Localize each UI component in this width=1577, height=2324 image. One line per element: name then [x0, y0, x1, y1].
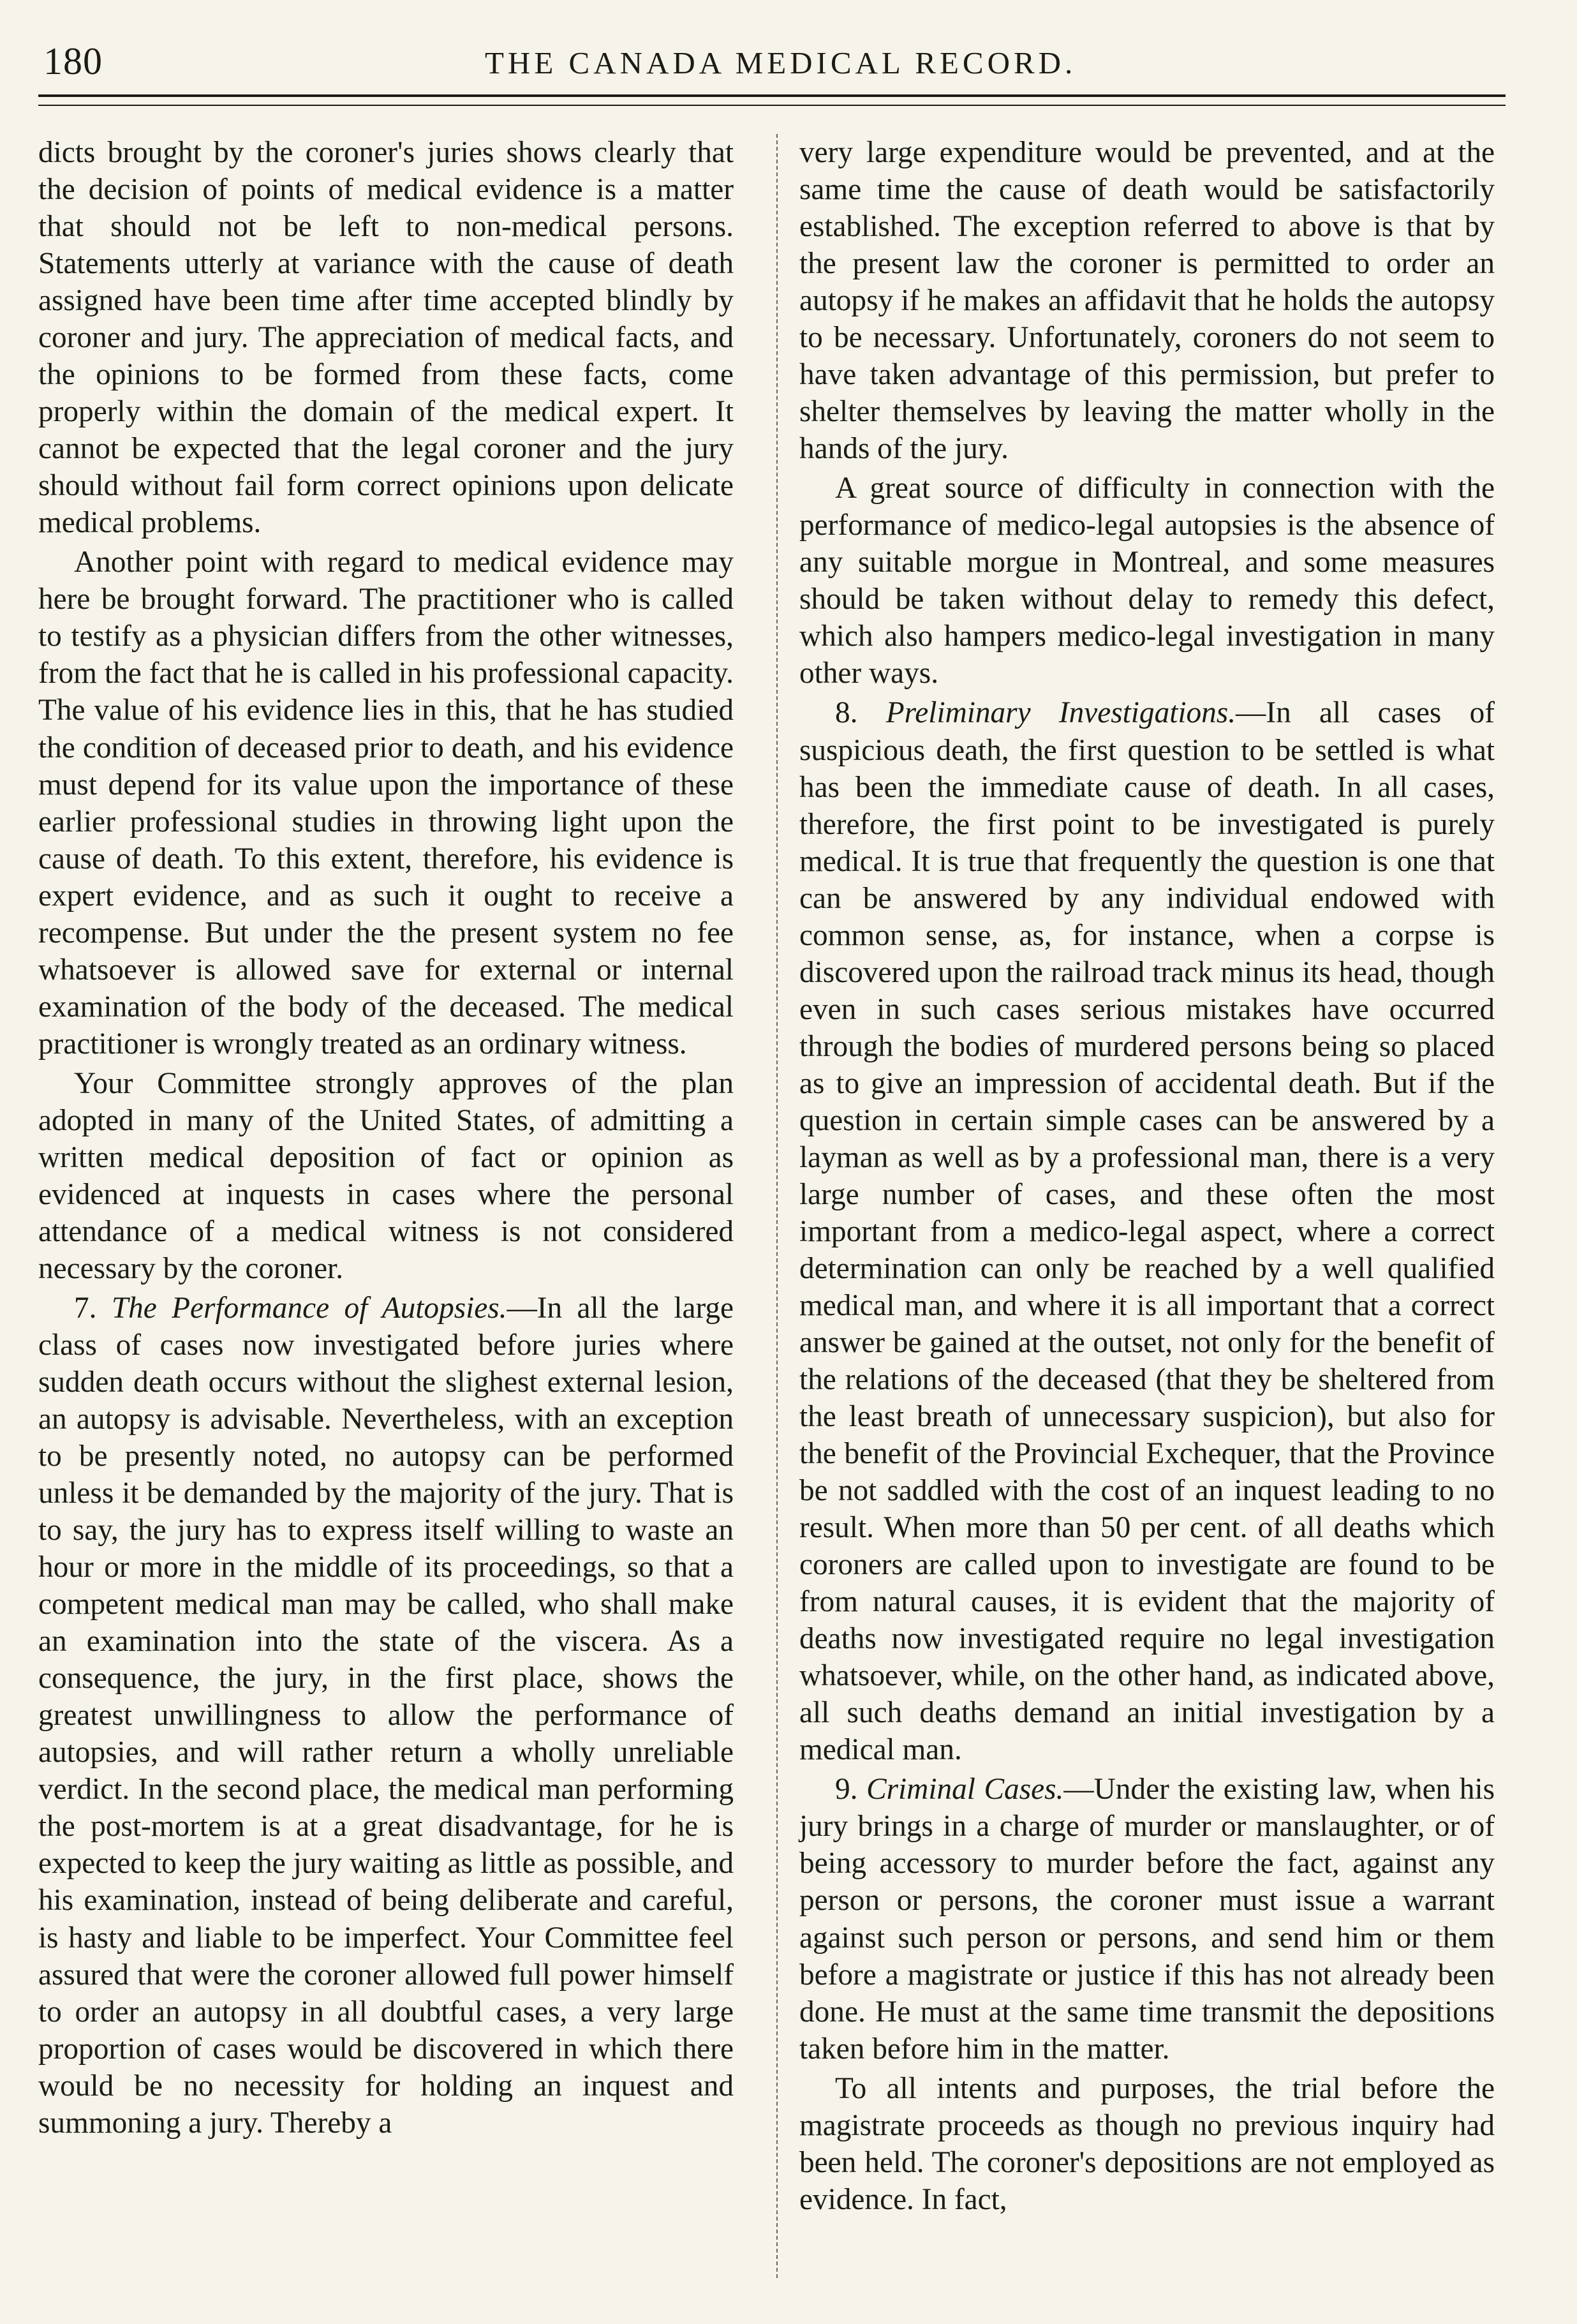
paragraph: Another point with regard to medical evidence may here be brought forward. The practitioner who is called to testify as a physician differs from the other witnesses, from the fact that he is called in his professional capacity. The value of his evidence lies in this, that he has studied the condition of deceased prior to death, and his evidence must depend for its value upon the importance of these earlier professional studies in throwing light upon the cause of death. To this extent, therefore, his evidence is expert evidence, and as such it ought to receive a recompense. But under the the present system no fee whatsoever is allowed save for external or internal examination of the body of the deceased. The medical practitioner is wrongly treated as an ordinary witness. [38, 546, 734, 1061]
page-number: 180 [43, 40, 103, 82]
section-text: —Under the existing law, when his jury brings in a charge of murder or manslaughter, or of being accessory to murder before the fact, against any person or persons, the coroner must issue a warrant against such person or persons, and send him or them before a magistrate or justice if this has not already been done. He must at the same time transmit the depositions taken before him in the matter. [799, 1773, 1495, 2066]
header-rule-thin [38, 105, 1506, 106]
section-number: 9. [835, 1773, 858, 1806]
section-number: 8. [835, 696, 858, 730]
section-number: 7. [74, 1291, 97, 1325]
section-heading: Criminal Cases. [866, 1773, 1064, 1806]
paragraph: very large expenditure would be prevented, and at the same time the cause of death would be satisfactorily established. The exception referred to above is that by the present law the coroner is permitted to order an autopsy if he makes an affidavit that he holds the autopsy to be necessary. Unfortunately, coroners do not seem to have taken advantage of this permission, but prefer to shelter themselves by leaving the matter wholly in the hands of the jury. [799, 136, 1495, 466]
section-paragraph-9 [799, 1771, 1495, 2067]
left-column [38, 134, 734, 2144]
paragraph: Your Committee strongly approves of the plan adopted in many of the United States, of admitting a written medical deposition of fact or opinion as evidenced at inquests in cases where the personal attendance of a medical witness is not considered necessary by the coroner. [38, 1066, 734, 1285]
journal-title: THE CANADA MEDICAL RECORD. [485, 45, 1077, 80]
section-heading: The Performance of Autopsies. [111, 1291, 507, 1325]
section-heading: Preliminary Investigations. [885, 696, 1236, 730]
section-text: —In all the large class of cases now investigated before juries where sudden death occurs without the slighest external lesion, an autopsy is advisable. Nevertheless, with an exception to be presently noted, no autopsy can be performed unless it be demanded by the majority of the jury. That is to say, the jury has to express itself willing to waste an hour or more in the middle of its proceedings, so that a competent medical man may be called, who shall make an examination into the state of the viscera. As a consequence, the jury, in the first place, shows the greatest unwillingness to allow the performance of autopsies, and will rather return a wholly unreliable verdict. In the second place, the medical man performing the post-mortem is at a great disadvantage, for he is expected to keep the jury waiting as little as possible, and his examination, instead of being deliberate and careful, is hasty and liable to be imperfect. Your Committee feel assured that were the coroner allowed full power himself to order an autopsy in all doubtful cases, a very large proportion of cases would be discovered in which there would be no necessity for holding an inquest and summoning a jury. Thereby a [38, 1291, 734, 2140]
paragraph: To all intents and purposes, the trial before the magistrate proceeds as though no previous inquiry had been held. The coroner's depositions are not employed as evidence. In fact, [799, 2071, 1495, 2216]
section-paragraph-7 [38, 1290, 734, 2142]
paragraph: A great source of difficulty in connection with the performance of medico-legal autopsies is the absence of any suitable morgue in Montreal, and some measures should be taken without delay to remedy this defect, which also hampers medico-legal investigation in many other ways. [799, 472, 1495, 690]
header-rule [38, 94, 1506, 97]
page-header [38, 31, 1506, 88]
paragraph: dicts brought by the coroner's juries shows clearly that the decision of points of medical evidence is a matter that should not be left to non-medical persons. Statements utterly at variance with the cause of death assigned have been time after time accepted blindly by coroner and jury. The appreciation of medical facts, and the opinions to be formed from these facts, come properly within the domain of the medical expert. It cannot be expected that the legal coroner and the jury should without fail form correct opinions upon delicate medical problems. [38, 136, 734, 540]
right-column [799, 134, 1495, 2221]
section-text: —In all cases of suspicious death, the first question to be settled is what has been the immediate cause of death. In all cases, therefore, the first point to be investigated is purely medical. It is true that frequently the question is one that can be answered by any individual endowed with common sense, as, for instance, when a corpse is discovered upon the railroad track minus its head, though even in such cases serious mistakes have occurred through the bodies of murdered persons being so placed as to give an impression of accidental death. But if the question in certain simple cases can be answered by a layman as well as by a professional man, there is a very large number of cases, and these often the most important from a medico-legal aspect, where a correct determination can only be reached by a well qualified medical man, and where it is all important that a correct answer be gained at the outset, not only for the benefit of the relations of the deceased (that they be sheltered from the least breath of unnecessary suspicion), but also for the benefit of the Provincial Exchequer, that the Province be not saddled with the cost of an inquest leading to no result. When more than 50 per cent. of all deaths which coroners are called upon to investigate are found to be from natural causes, it is evident that the majority of deaths now investigated require no legal investigation whatsoever, while, on the other hand, as indicated above, all such deaths demand an initial investigation by a medical man. [799, 696, 1495, 1767]
section-paragraph-8 [799, 694, 1495, 1768]
column-divider [776, 134, 778, 2278]
